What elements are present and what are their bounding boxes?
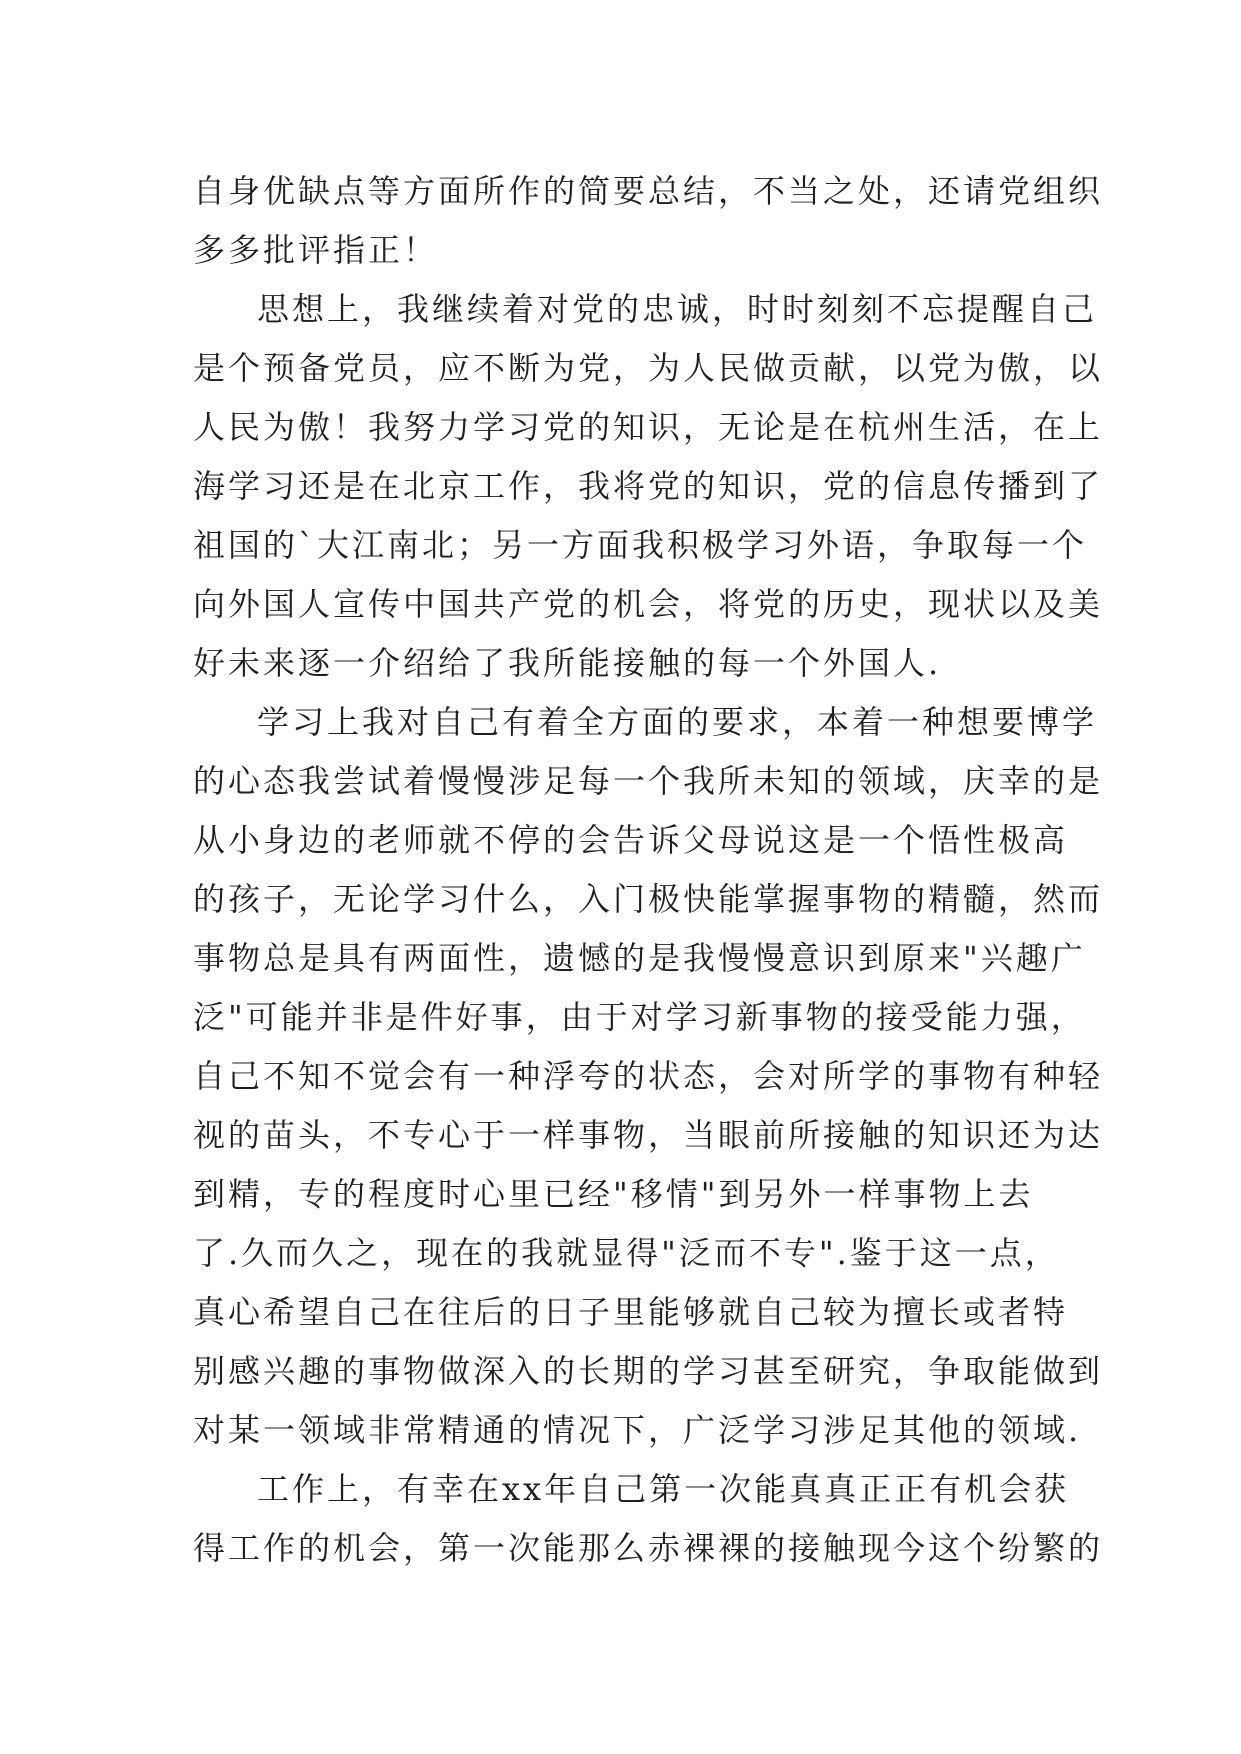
text-line: 对某一领域非常精通的情况下，广泛学习涉足其他的领域. <box>193 1411 1082 1449</box>
text-line: 向外国人宣传中国共产党的机会，将党的历史，现状以及美 <box>193 585 1104 623</box>
text-line: 自身优缺点等方面所作的简要总结，不当之处，还请党组织 <box>193 172 1104 210</box>
document-body <box>193 162 1104 1578</box>
paragraph-start-line: 学习上我对自己有着全方面的要求，本着一种想要博学 <box>257 703 1098 741</box>
text-line: 海学习还是在北京工作，我将党的知识，党的信息传播到了 <box>193 467 1104 505</box>
text-line: 的孩子，无论学习什么，入门极快能掌握事物的精髓，然而 <box>193 880 1104 918</box>
paragraph-start-line: 工作上，有幸在xx年自己第一次能真真正正有机会获 <box>257 1470 1070 1508</box>
text-line: 到精，专的程度时心里已经"移情"到另外一样事物上去 <box>193 1175 1034 1213</box>
text-line: 多多批评指正！ <box>193 231 439 269</box>
text-line: 是个预备党员，应不断为党，为人民做贡献，以党为傲，以 <box>193 349 1104 387</box>
text-line: 的心态我尝试着慢慢涉足每一个我所未知的领域，庆幸的是 <box>193 762 1104 800</box>
text-line: 祖国的`大江南北；另一方面我积极学习外语，争取每一个 <box>193 526 1088 564</box>
text-line: 别感兴趣的事物做深入的长期的学习甚至研究，争取能做到 <box>193 1352 1104 1390</box>
text-line: 了.久而久之，现在的我就显得"泛而不专".鉴于这一点， <box>193 1234 1060 1272</box>
text-line: 事物总是具有两面性，遗憾的是我慢慢意识到原来"兴趣广 <box>193 939 1086 977</box>
text-line: 人民为傲！我努力学习党的知识，无论是在杭州生活，在上 <box>193 408 1104 446</box>
text-line: 好未来逐一介绍给了我所能接触的每一个外国人. <box>193 644 942 682</box>
paragraph-start-line: 思想上，我继续着对党的忠诚，时时刻刻不忘提醒自己 <box>257 290 1098 328</box>
text-line: 视的苗头，不专心于一样事物，当眼前所接触的知识还为达 <box>193 1116 1104 1154</box>
text-line: 从小身边的老师就不停的会告诉父母说这是一个悟性极高 <box>193 821 1069 859</box>
text-line: 自己不知不觉会有一种浮夸的状态，会对所学的事物有种轻 <box>193 1057 1104 1095</box>
text-line: 真心希望自己在往后的日子里能够就自己较为擅长或者特 <box>193 1293 1069 1331</box>
text-line: 泛"可能并非是件好事，由于对学习新事物的接受能力强， <box>193 998 1086 1036</box>
text-line: 得工作的机会，第一次能那么赤裸裸的接触现今这个纷繁的 <box>193 1529 1104 1567</box>
